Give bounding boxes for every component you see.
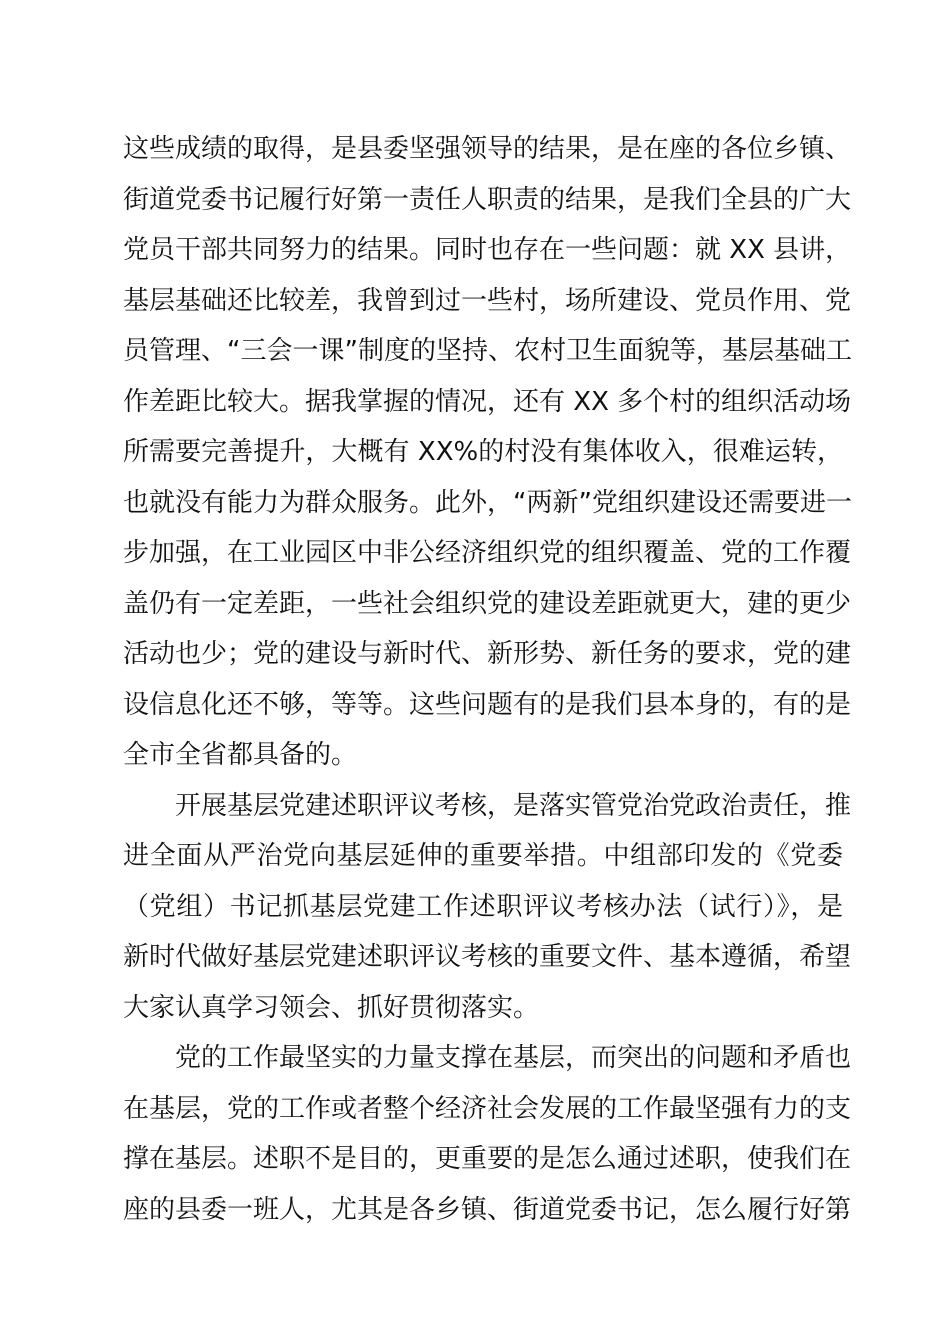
text-line: 步加强，在工业园区中非公经济组织党的组织覆盖、党的工作覆 (123, 538, 852, 568)
text-line: 进全面从严治党向基层延伸的重要举措。中组部印发的《党委 (123, 841, 843, 871)
text-line: 撑在基层。述职不是目的，更重要的是怎么通过述职，使我们在 (123, 1144, 852, 1174)
text-line: 设信息化还不够，等等。这些问题有的是我们县本身的，有的是 (123, 689, 852, 720)
text-line: 党员干部共同努力的结果。同时也存在一些问题：就 XX 县讲， (123, 235, 852, 265)
text-line: （党组）书记抓基层党建工作述职评议考核办法（试行）》，是 (123, 891, 843, 922)
text-line: 开展基层党建述职评议考核，是落实管党治党政治责任，推 (175, 790, 852, 821)
text-line: 在基层，党的工作或者整个经济社会发展的工作最坚强有力的支 (123, 1093, 852, 1124)
text-line: 作差距比较大。据我掌握的情况，还有 XX 多个村的组织活动场 (123, 386, 852, 417)
text-line: 新时代做好基层党建述职评议考核的重要文件、基本遵循，希望 (123, 942, 852, 972)
document-body (123, 124, 852, 1235)
text-line: 这些成绩的取得，是县委坚强领导的结果，是在座的各位乡镇、 (123, 134, 852, 164)
text-line: 基层基础还比较差，我曾到过一些村，场所建设、党员作用、党 (123, 285, 852, 316)
text-line: 党的工作最坚实的力量支撑在基层，而突出的问题和矛盾也 (175, 1043, 852, 1073)
text-line: 街道党委书记履行好第一责任人职责的结果，是我们全县的广大 (123, 184, 852, 215)
text-line: 大家认真学习领会、抓好贯彻落实。 (123, 992, 540, 1023)
text-line: 座的县委一班人，尤其是各乡镇、街道党委书记，怎么履行好第 (123, 1194, 852, 1225)
text-line: 盖仍有一定差距，一些社会组织党的建设差距就更大，建的更少 (123, 588, 852, 619)
text-line: 也就没有能力为群众服务。此外，“两新”党组织建设还需要进一 (123, 487, 852, 518)
text-line: 员管理、“三会一课”制度的坚持、农村卫生面貌等，基层基础工 (123, 336, 852, 366)
text-line: 活动也少；党的建设与新时代、新形势、新任务的要求，党的建 (123, 639, 852, 669)
text-line: 所需要完善提升，大概有 XX%的村没有集体收入，很难运转， (123, 437, 843, 467)
text-line: 全市全省都具备的。 (123, 740, 358, 770)
